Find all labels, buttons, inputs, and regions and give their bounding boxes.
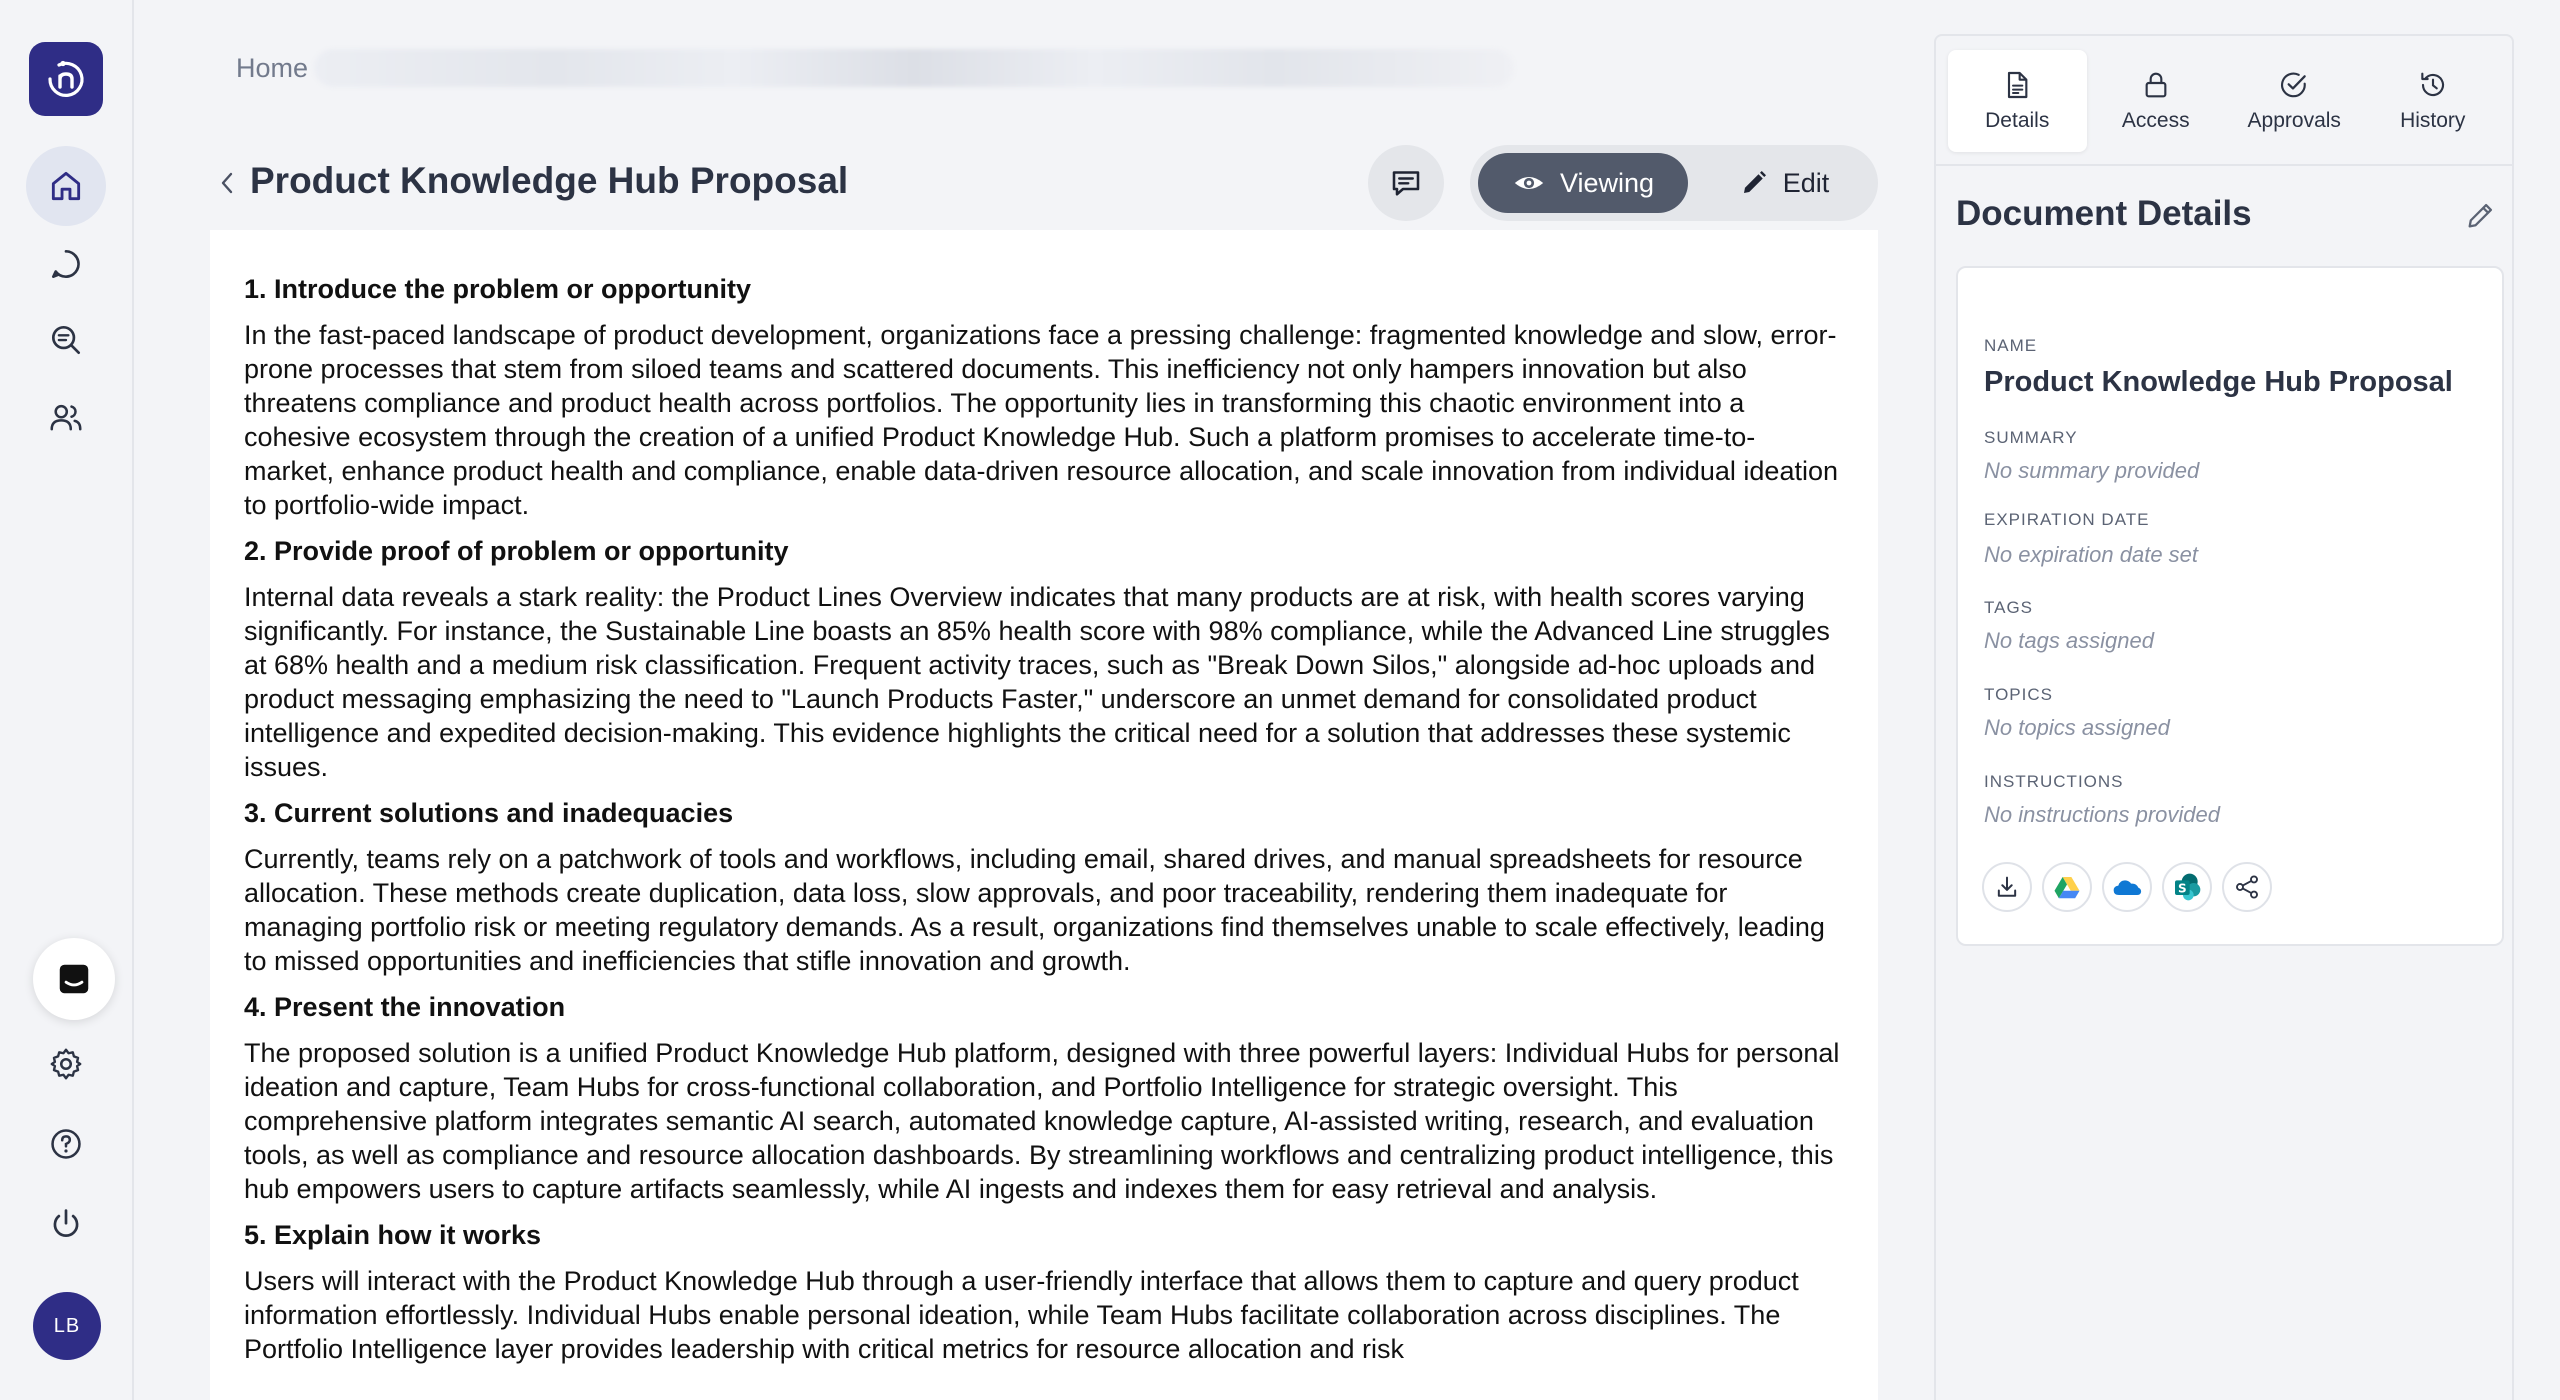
settings-icon: [47, 1045, 85, 1083]
google-drive-icon: [2052, 872, 2082, 902]
tags-label: TAGS: [1984, 598, 2034, 617]
document-content: [210, 230, 1878, 1400]
onedrive-icon: [2111, 871, 2143, 903]
users-icon: [47, 399, 85, 437]
section-heading: 4. Present the innovation: [244, 992, 566, 1022]
tab-access-label: Access: [2121, 109, 2190, 132]
nav-chat-button[interactable]: [26, 224, 106, 304]
breadcrumb-redacted-path: [314, 49, 1514, 87]
details-panel: [1934, 34, 2514, 1400]
tab-approvals-label: Approvals: [2247, 109, 2341, 132]
expiration-value: No expiration date set: [1984, 542, 2199, 567]
section-heading: 3. Current solutions and inadequacies: [244, 798, 734, 828]
section-body: Users will interact with the Product Knowledge Hub through a user-friendly interface that allows them to capture and query product information effortlessly. Individual Hubs enable personal ideation, while Team Hubs facilitate collaboration across disciplines. The Portfolio Intelligence layer provides leadership with critical metrics for resource allocation and risk: [244, 1266, 1799, 1364]
user-avatar[interactable]: LB: [33, 1292, 101, 1360]
view-edit-toggle: [1470, 145, 1878, 221]
document-actions: [1982, 862, 2272, 912]
name-label: NAME: [1984, 336, 2038, 355]
chevron-left-icon: [218, 170, 236, 196]
onedrive-button[interactable]: [2102, 862, 2152, 912]
breadcrumb-home-link[interactable]: Home: [236, 52, 309, 83]
instructions-label: INSTRUCTIONS: [1984, 772, 2124, 791]
details-card-content: [1956, 266, 2504, 946]
section-body: The proposed solution is a unified Product Knowledge Hub platform, designed with three powerful layers: Individual Hubs for personal ideation and capture, Team Hubs for cross-functional collaboration, and Portfolio Intelligence for strategic oversight. This comprehensive platform integrates semantic AI search, automated knowledge capture, AI-assisted writing, research, and evaluation tools, as well as compliance and resource allocation dashboards. By streamlining workflows and centralizing product intelligence, this hub empowers users to capture artifacts seamlessly, while AI ingests and indexes them for easy retrieval and analysis.: [244, 1038, 1840, 1204]
logo-icon: [41, 54, 91, 104]
tab-details[interactable]: [1948, 50, 2087, 152]
expiration-label: EXPIRATION DATE: [1984, 510, 2150, 529]
comments-button[interactable]: [1368, 145, 1444, 221]
nav-logout-button[interactable]: [26, 1184, 106, 1264]
topics-value: No topics assigned: [1984, 715, 2170, 740]
left-navigation: [0, 0, 134, 1400]
eye-icon: [1512, 166, 1546, 200]
inbox-icon: [55, 960, 93, 998]
power-icon: [47, 1205, 85, 1243]
check-circle-icon: [2278, 69, 2310, 101]
panel-tabs: [1948, 50, 2502, 154]
nav-search-button[interactable]: [26, 300, 106, 380]
document-icon: [2001, 69, 2033, 101]
download-button[interactable]: [1982, 862, 2032, 912]
app-logo[interactable]: [29, 42, 103, 116]
svg-text:S: S: [2178, 881, 2187, 896]
document-section: [244, 1218, 1844, 1366]
section-heading: 1. Introduce the problem or opportunity: [244, 274, 752, 304]
instructions-value: No instructions provided: [1984, 802, 2221, 827]
history-icon: [2417, 69, 2449, 101]
section-body: Currently, teams rely on a patchwork of tools and workflows, including email, shared drives, and manual spreadsheets for resource allocation. These methods create duplication, data loss, slow approvals, and poor traceability, rendering them inadequate for managing portfolio risk or meeting regulatory demands. As a result, organizations find themselves unable to scale effectively, leading to missed opportunities and inefficiencies that stifle innovation and growth.: [244, 844, 1825, 976]
edit-label: Edit: [1782, 167, 1830, 198]
topics-label: TOPICS: [1984, 685, 2053, 704]
edit-details-icon[interactable]: [2464, 198, 2498, 232]
sharepoint-icon: [2171, 871, 2203, 903]
tags-value: No tags assigned: [1984, 628, 2154, 653]
name-value: Product Knowledge Hub Proposal: [1984, 366, 2453, 398]
back-button[interactable]: [212, 166, 242, 200]
summary-value: No summary provided: [1984, 458, 2200, 483]
tabs-divider: [1936, 164, 2512, 166]
viewing-label: Viewing: [1559, 167, 1655, 198]
document-section: [244, 272, 1844, 522]
chat-icon: [47, 245, 85, 283]
home-icon: [47, 167, 85, 205]
download-icon: [1993, 873, 2021, 901]
document-section: [244, 990, 1844, 1206]
section-body: In the fast-paced landscape of product development, organizations face a pressing challenge: fragmented knowledge and slow, error-prone processes that stem from siloed teams and scattered documents. This inefficiency not only hampers innovation but also threatens compliance and product health across portfolios. The opportunity lies in transforming this chaotic environment into a cohesive ecosystem through the creation of a unified Product Knowledge Hub. Such a platform promises to accelerate time-to-market, enhance product health and compliance, enable data-driven resource allocation, and scale innovation from individual ideation to portfolio-wide impact.: [244, 320, 1838, 520]
tab-history-label: History: [2400, 109, 2466, 132]
document-section: [244, 796, 1844, 978]
nav-home-button[interactable]: [26, 146, 106, 226]
breadcrumb: [236, 48, 1514, 88]
comment-icon: [1388, 165, 1424, 201]
section-body: Internal data reveals a stark reality: the Product Lines Overview indicates that many products are at risk, with health scores varying significantly. For instance, the Sustainable Line boasts an 85% health score with 98% compliance, while the Advanced Line struggles at 68% health and a medium risk classification. Frequent activity traces, such as "Break Down Silos," alongside ad-hoc uploads and product messaging emphasizing the need to "Launch Products Faster," underscore an unmet demand for consolidated product intelligence and expedited decision-making. This evidence highlights the critical need for a solution that addresses these systemic issues.: [244, 582, 1830, 782]
tab-details-label: Details: [1985, 109, 2050, 132]
google-drive-button[interactable]: [2042, 862, 2092, 912]
page-title: Product Knowledge Hub Proposal: [250, 160, 849, 201]
share-button[interactable]: [2222, 862, 2272, 912]
document-section: [244, 534, 1844, 784]
sharepoint-button[interactable]: [2162, 862, 2212, 912]
tab-access[interactable]: [2087, 50, 2226, 152]
inbox-float-button[interactable]: [33, 938, 115, 1020]
pencil-icon: [1739, 168, 1769, 198]
share-icon: [2233, 873, 2261, 901]
tab-approvals[interactable]: [2225, 50, 2364, 152]
section-heading: 5. Explain how it works: [244, 1220, 542, 1250]
nav-users-button[interactable]: [26, 378, 106, 458]
edit-mode-button[interactable]: [1696, 153, 1872, 213]
section-heading: 2. Provide proof of problem or opportunity: [244, 536, 789, 566]
help-icon: [47, 1125, 85, 1163]
summary-label: SUMMARY: [1984, 428, 2078, 447]
search-docs-icon: [47, 321, 85, 359]
lock-icon: [2140, 69, 2172, 101]
tab-history[interactable]: [2364, 50, 2503, 152]
viewing-mode-button[interactable]: [1478, 153, 1688, 213]
nav-help-button[interactable]: [26, 1104, 106, 1184]
panel-title: Document Details: [1956, 194, 2252, 233]
nav-settings-button[interactable]: [26, 1024, 106, 1104]
